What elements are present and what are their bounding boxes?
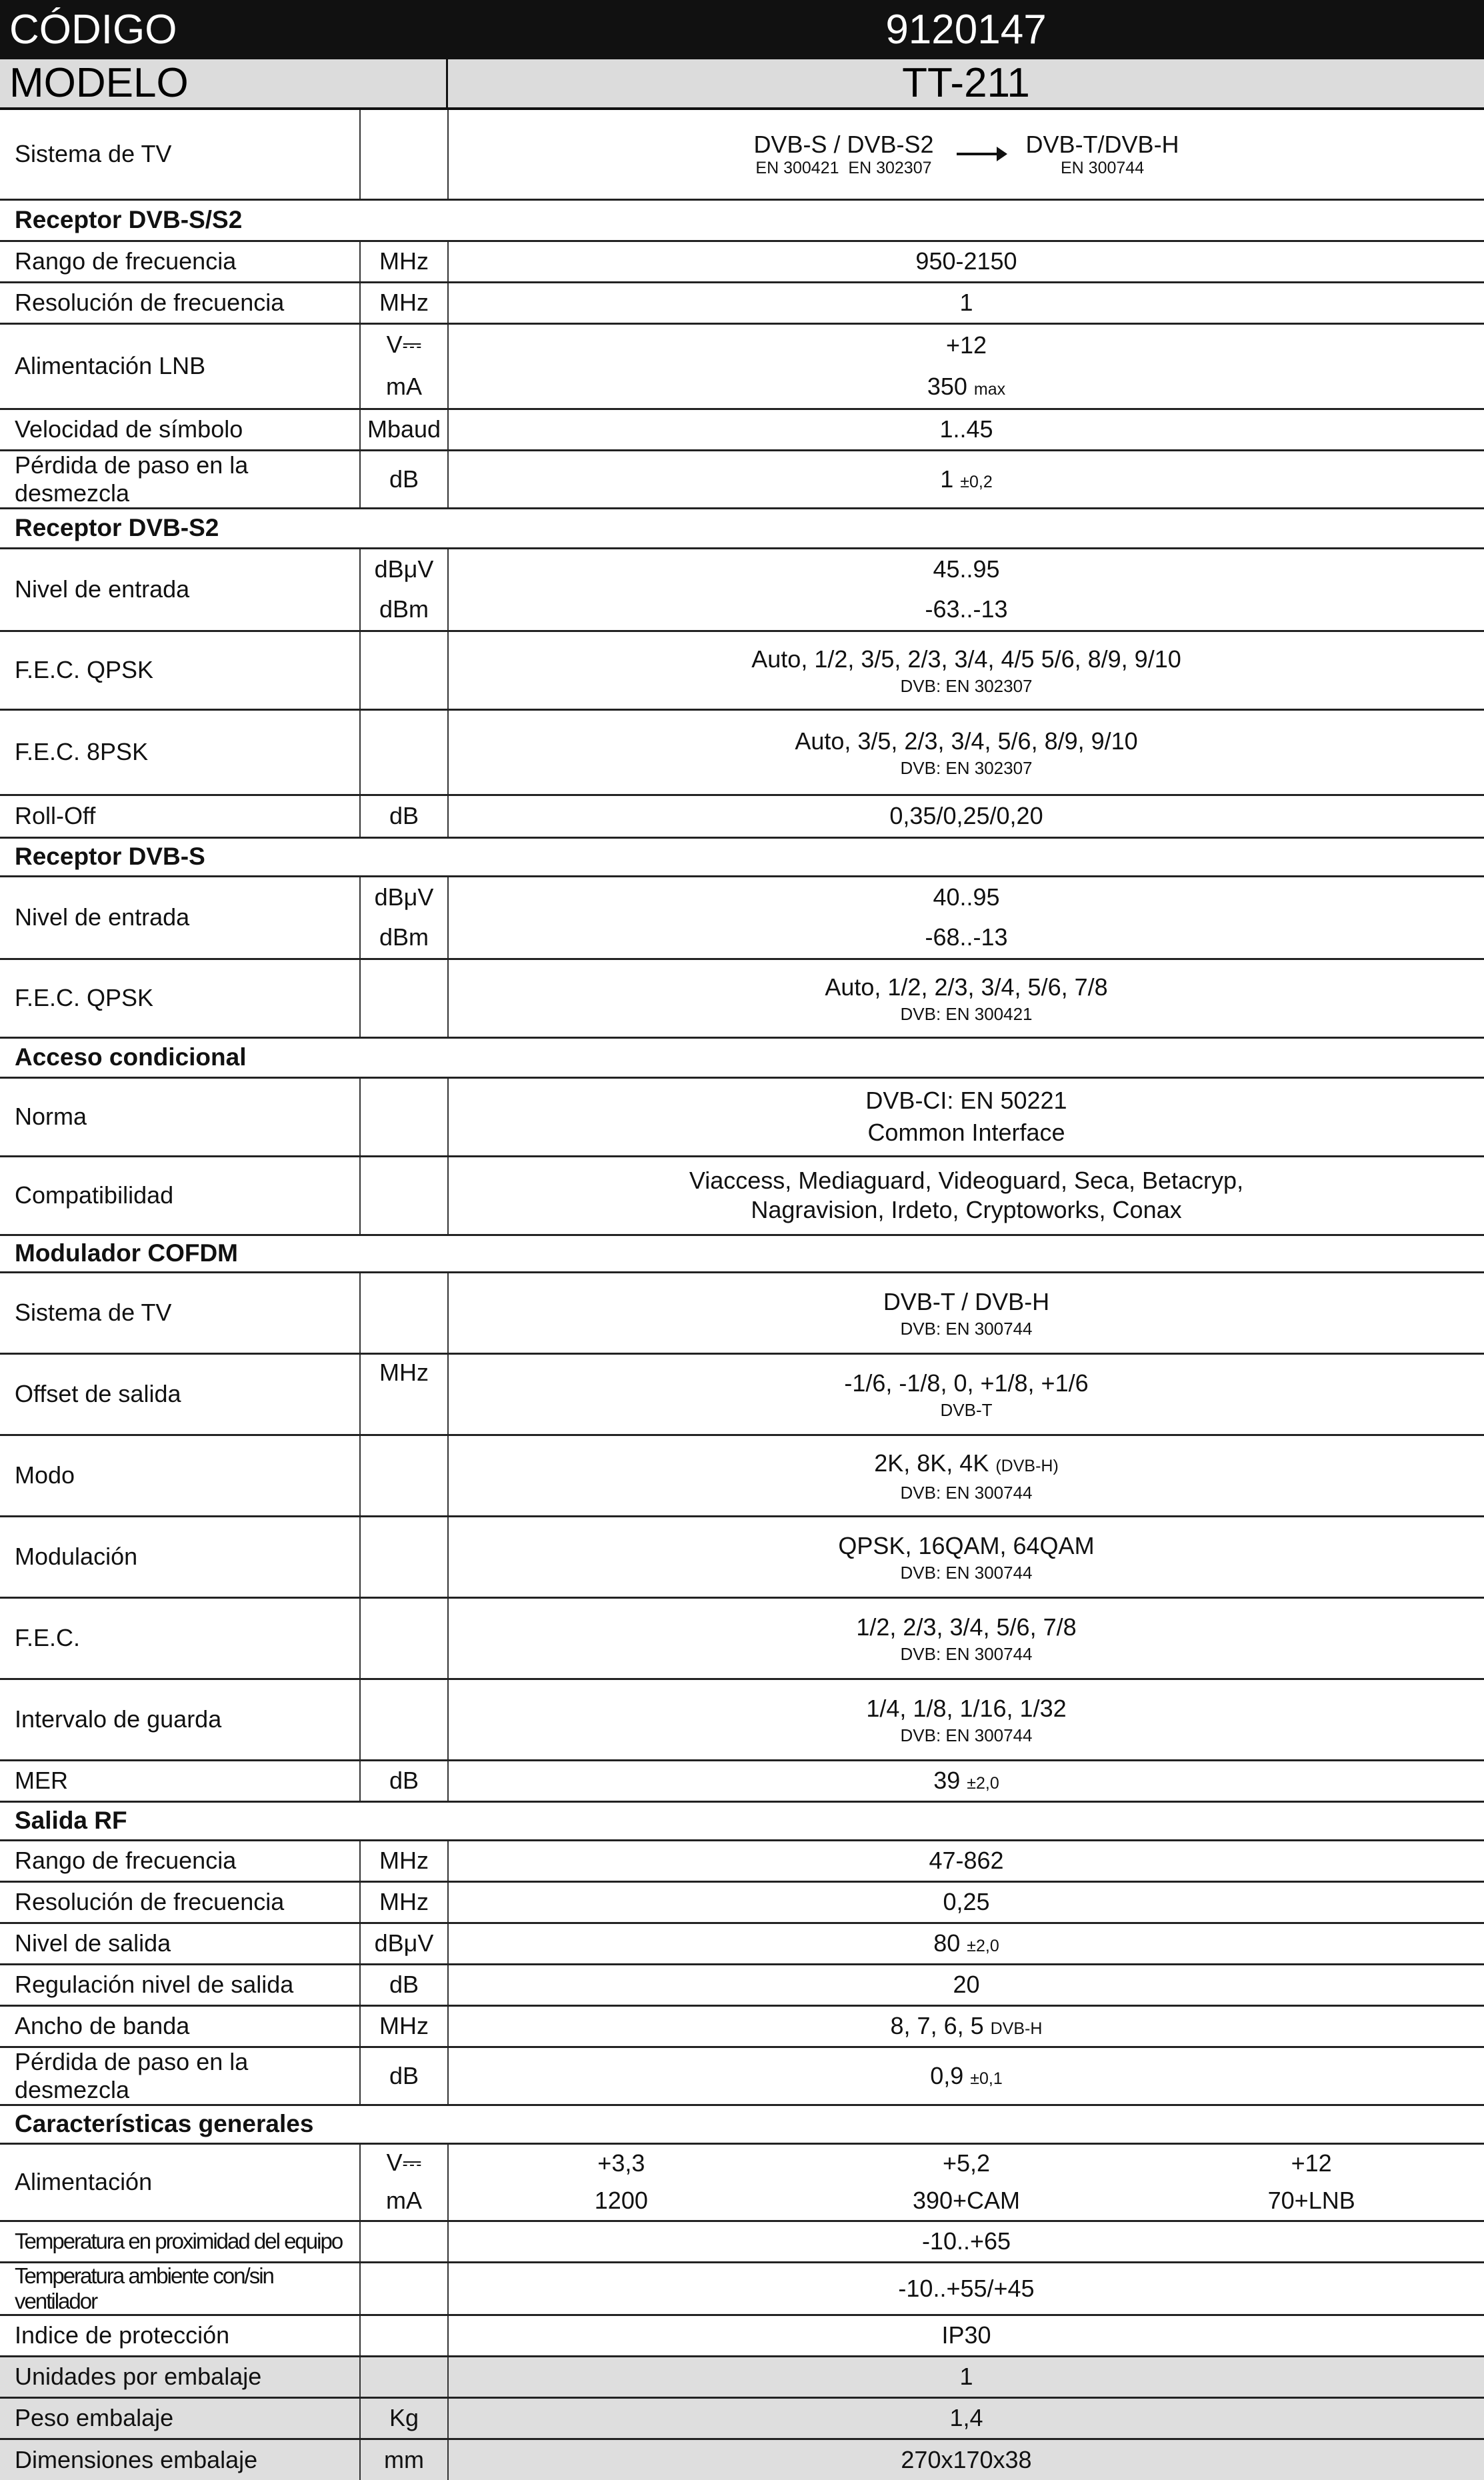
codigo-row [0, 0, 1484, 59]
codigo-label: CÓDIGO [9, 7, 177, 53]
section-header: Receptor DVB-S [0, 837, 1484, 876]
section-header: Salida RF [0, 1801, 1484, 1840]
section-header: Receptor DVB-S/S2 [0, 199, 1484, 241]
table-row [0, 110, 1484, 199]
table-row: Ancho de banda MHz 8, 7, 6, 5 DVB-H [0, 2005, 1484, 2047]
modelo-label: MODELO [0, 59, 448, 107]
table-row: Nivel de entrada dBμV 40..95 [0, 876, 1484, 917]
table-row: F.E.C. QPSK Auto, 1/2, 3/5, 2/3, 3/4, 4/5 5/6, 8/9, 9/10 DVB: EN 302307 [0, 631, 1484, 709]
table-row: Intervalo de guarda 1/4, 1/8, 1/16, 1/32 DVB: EN 300744 [0, 1679, 1484, 1760]
modelo-row [0, 59, 1484, 110]
table-row: Temperatura ambiente con/sin ventilador -10..+55/+45 [0, 2262, 1484, 2315]
table-row: Regulación nivel de salida dB 20 [0, 1964, 1484, 2005]
spec-table [0, 110, 1484, 2480]
table-row: Modo 2K, 8K, 4K (DVB-H) DVB: EN 300744 [0, 1435, 1484, 1516]
codigo-value: 9120147 [885, 7, 1047, 53]
table-row: Compatibilidad Viaccess, Mediaguard, Videoguard, Seca, Betacryp, Nagravision, Irdeto, Cryptoworks, Conax [0, 1156, 1484, 1235]
table-row: F.E.C. 1/2, 2/3, 3/4, 5/6, 7/8 DVB: EN 300744 [0, 1597, 1484, 1679]
tv-to-std: EN 300744 [1061, 158, 1145, 177]
tv-to: DVB-T/DVB-H [1025, 130, 1179, 158]
table-row: F.E.C. 8PSK Auto, 3/5, 2/3, 3/4, 5/6, 8/9, 9/10 DVB: EN 302307 [0, 709, 1484, 795]
table-row: Resolución de frecuencia MHz 1 [0, 282, 1484, 323]
table-row: Rango de frecuencia MHz 47-862 [0, 1840, 1484, 1881]
table-row: Roll-Off dB 0,35/0,25/0,20 [0, 795, 1484, 837]
table-row: Unidades por embalaje 1 [0, 2356, 1484, 2397]
arrow-right-icon [957, 153, 1003, 155]
table-row: Offset de salida MHz -1/6, -1/8, 0, +1/8, +1/6 DVB-T [0, 1353, 1484, 1435]
table-row: Velocidad de símbolo Mbaud 1..45 [0, 409, 1484, 450]
modelo-value: TT-211 [902, 60, 1030, 106]
table-row: Indice de protección IP30 [0, 2315, 1484, 2356]
table-row: Temperatura en proximidad del equipo -10..+65 [0, 2221, 1484, 2262]
section-header: Receptor DVB-S2 [0, 508, 1484, 548]
table-row: Pérdida de paso en la desmezcla dB 0,9 ±0,1 [0, 2047, 1484, 2105]
table-row: dBm -63..-13 [0, 589, 1484, 631]
table-row: MER dB 39 ±2,0 [0, 1760, 1484, 1801]
table-row: Nivel de entrada dBμV 45..95 [0, 548, 1484, 589]
row-label: Sistema de TV [15, 140, 172, 168]
table-row: Dimensiones embalaje mm 270x170x38 [0, 2439, 1484, 2480]
table-row: Sistema de TV DVB-T / DVB-H DVB: EN 300744 [0, 1272, 1484, 1353]
table-row: dBm -68..-13 [0, 917, 1484, 959]
section-header: Modulador COFDM [0, 1235, 1484, 1272]
table-row: mA 1200 390+CAM 70+LNB [0, 2182, 1484, 2221]
table-row: Pérdida de paso en la desmezcla dB 1 ±0,2 [0, 450, 1484, 508]
table-row: Resolución de frecuencia MHz 0,25 [0, 1881, 1484, 1923]
table-row: Modulación QPSK, 16QAM, 64QAM DVB: EN 300744 [0, 1516, 1484, 1597]
table-row: Rango de frecuencia MHz 950-2150 [0, 241, 1484, 282]
section-header: Características generales [0, 2105, 1484, 2143]
table-row: Norma DVB-CI: EN 50221 Common Interface [0, 1077, 1484, 1156]
table-row: Nivel de salida dBμV 80 ±2,0 [0, 1923, 1484, 1964]
table-row: Peso embalaje Kg 1,4 [0, 2397, 1484, 2439]
tv-from: DVB-S / DVB-S2 [753, 130, 934, 158]
table-row: F.E.C. QPSK Auto, 1/2, 2/3, 3/4, 5/6, 7/8 DVB: EN 300421 [0, 959, 1484, 1037]
tv-from-std1: EN 300421 [755, 158, 839, 177]
table-row: Alimentación V⎓ +3,3 +5,2 +12 [0, 2143, 1484, 2182]
table-row: Alimentación LNB V⎓ +12 [0, 323, 1484, 366]
tv-from-std2: EN 302307 [848, 158, 932, 177]
section-header: Acceso condicional [0, 1037, 1484, 1077]
table-row: mA 350 max [0, 366, 1484, 409]
